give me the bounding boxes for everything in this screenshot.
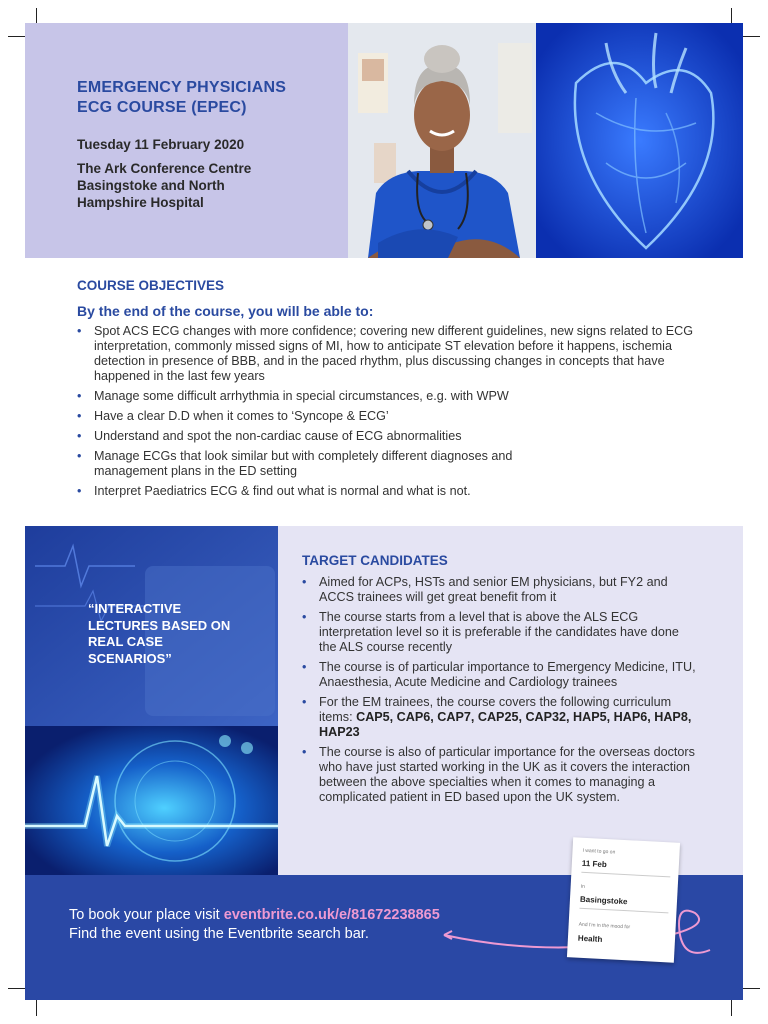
quote-text: “INTERACTIVE LECTURES BASED ON REAL CASE SCENARIOS” [88, 601, 231, 666]
candidates-list [302, 575, 697, 810]
card-value-where: Basingstoke [579, 894, 628, 907]
venue-line-2: Basingstoke and North [77, 178, 225, 193]
ecg-monitor-image [25, 526, 278, 875]
list-item: • Manage some difficult arrhythmia in special circumstances, e.g. with WPW [77, 389, 697, 404]
objectives-subheading: By the end of the course, you will be able to: [77, 303, 374, 319]
list-item: • Spot ACS ECG changes with more confidence; covering new different guidelines, new signs related to ECG interpretation, commonly missed signs of MI, how to anticipate ST elevation before it happens, ischemia detection in presence of BBB, and in the paced rhythm, plus discussing changes in concepts that have happened in the last few years [77, 324, 697, 384]
doctor-photo [348, 23, 536, 258]
card-value-mood: Health [577, 933, 603, 944]
course-title [77, 78, 286, 118]
candidates-heading: TARGET CANDIDATES [302, 553, 448, 568]
objectives-heading: COURSE OBJECTIVES [77, 278, 225, 293]
list-item: • Understand and spot the non-cardiac cause of ECG abnormalities [77, 429, 697, 444]
curriculum-intro: For the EM trainees, the course covers the following curriculum items: [319, 695, 672, 724]
list-item: • Manage ECGs that look similar but with completely different diagnoses and management plans in the ED setting [77, 449, 554, 479]
venue-line-1: The Ark Conference Centre [77, 161, 252, 176]
booking-prefix: To book your place visit [69, 907, 224, 923]
course-venue [77, 160, 317, 211]
curriculum-items: CAP5, CAP6, CAP7, CAP25, CAP32, HAP5, HAP6, HAP8, HAP23 [319, 710, 692, 739]
card-label-when: I want to go on [582, 847, 616, 856]
list-item: • Have a clear D.D when it comes to ‘Syncope & ECG’ [77, 409, 697, 424]
venue-line-3: Hampshire Hospital [77, 195, 204, 210]
card-label-mood: And I'm in the mood for [578, 921, 631, 931]
title-line-1: EMERGENCY PHYSICIANS [77, 79, 287, 96]
list-item [302, 695, 697, 740]
card-label-where: In [580, 883, 585, 890]
objectives-list [77, 324, 697, 504]
search-card [567, 837, 680, 962]
booking-line [69, 907, 440, 923]
list-item: • The course starts from a level that is above the ALS ECG interpretation level so it is preferable if the candidates have done the ALS course recently [302, 610, 697, 655]
search-hint: Find the event using the Eventbrite search bar. [69, 926, 369, 942]
heart-image [536, 23, 743, 258]
list-item: • The course is also of particular importance for the overseas doctors who have just started working in the UK as it covers the interaction between the above specialties when it comes to managing a complicated patient in ED based upon the UK system. [302, 745, 697, 805]
list-item: • Interpret Paediatrics ECG & find out what is normal and what is not. [77, 484, 697, 499]
list-item: • Aimed for ACPs, HSTs and senior EM physicians, but FY2 and ACCS trainees will get great benefit from it [302, 575, 697, 605]
card-value-when: 11 Feb [581, 858, 607, 870]
title-line-2: ECG COURSE (EPEC) [77, 99, 247, 116]
list-item: • The course is of particular importance to Emergency Medicine, ITU, Anaesthesia, Acute Medicine and Cardiology trainees [302, 660, 697, 690]
eventbrite-link[interactable]: eventbrite.co.uk/e/81672238865 [223, 907, 440, 923]
course-date: Tuesday 11 February 2020 [77, 137, 245, 152]
